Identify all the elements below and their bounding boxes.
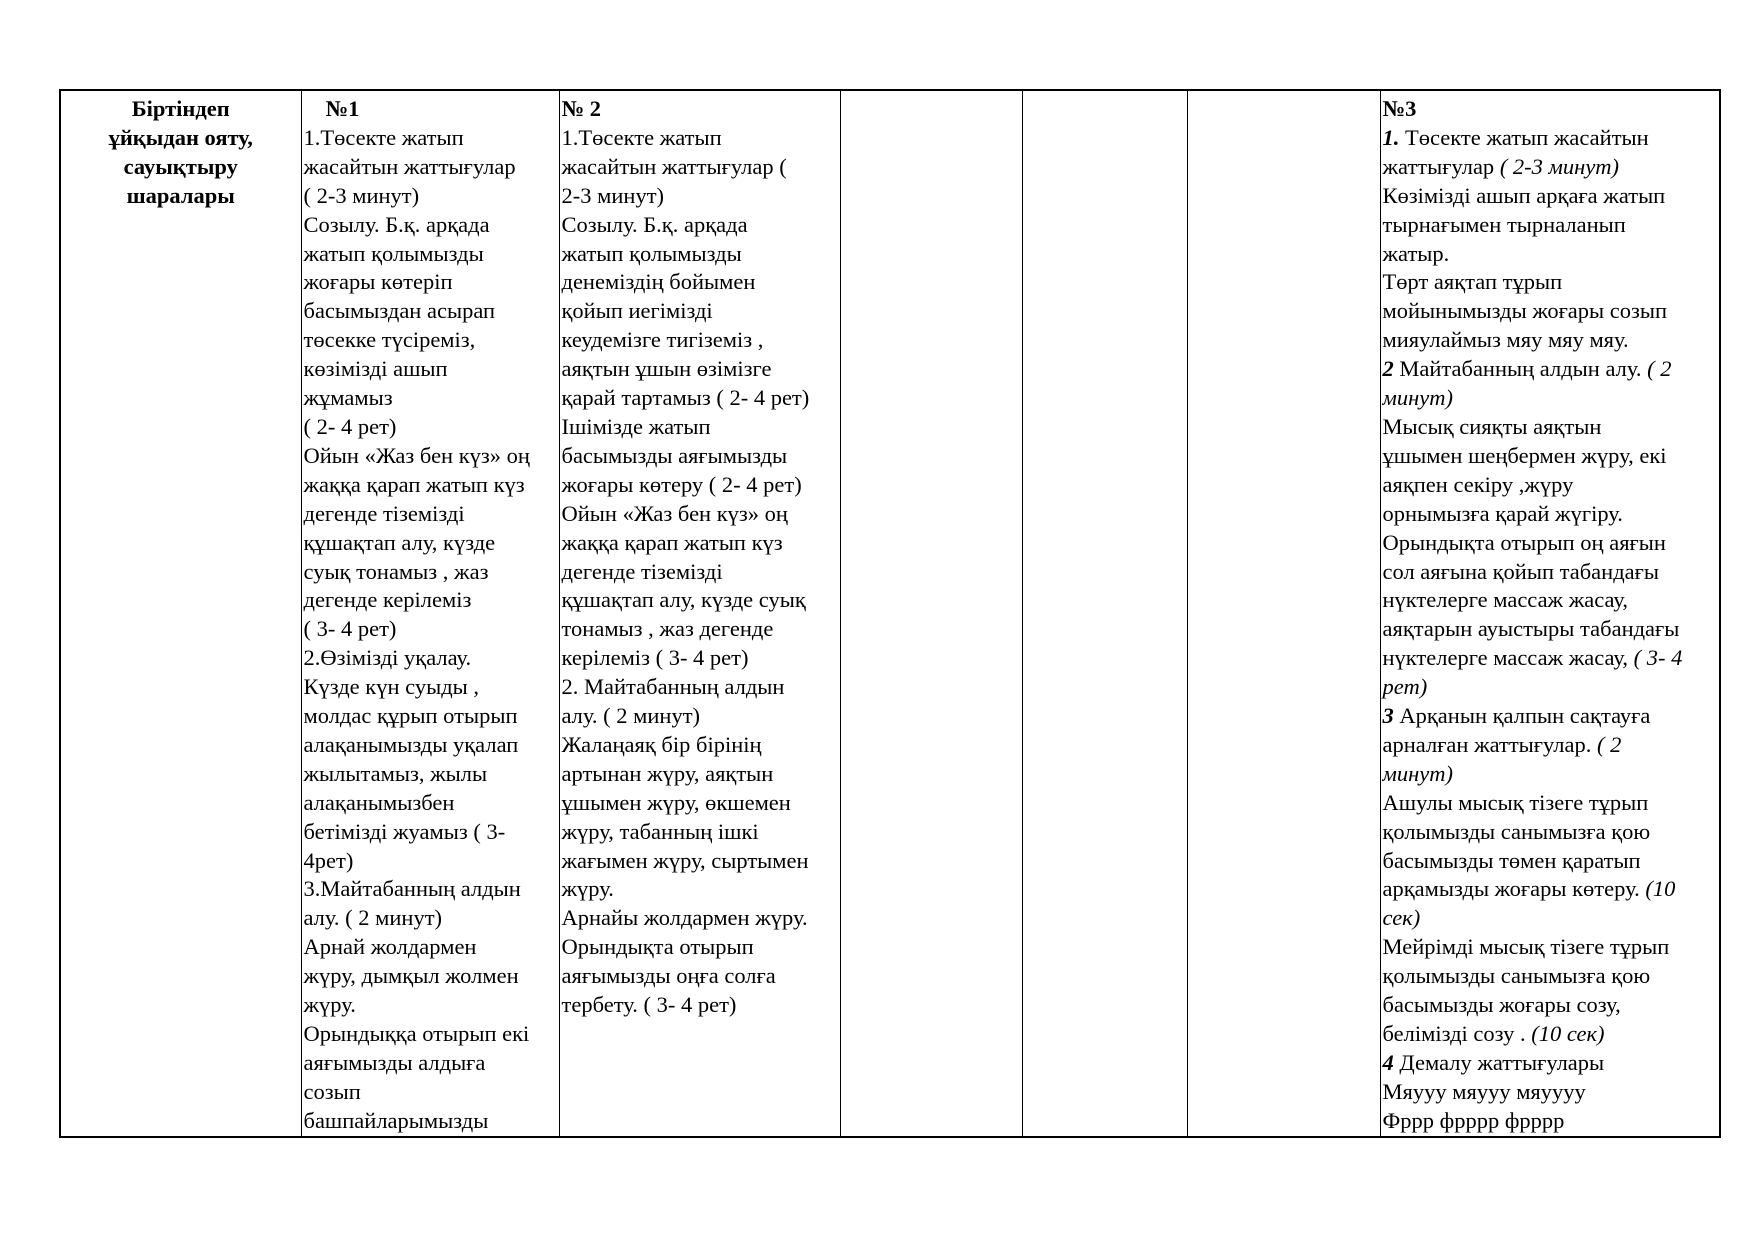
text-line: керілеміз ( 3- 4 рет) — [561, 645, 749, 671]
text-line — [1383, 875, 1718, 904]
text-run: сек) — [1382, 905, 1421, 931]
text-line — [1383, 211, 1718, 240]
text-line: алақанымызбен — [303, 789, 455, 815]
text-line: дегенде тіземізді — [303, 500, 465, 526]
text-line — [1383, 702, 1718, 731]
text-line: ( 2-3 минут) — [303, 182, 420, 208]
day-1-cell — [301, 90, 559, 1137]
text-line — [1383, 326, 1718, 355]
text-line: Жалаңаяқ бір бірінің — [561, 731, 762, 757]
text-run: 4 — [1382, 1049, 1394, 1075]
text-line — [1383, 558, 1718, 587]
text-run: 2 — [1382, 356, 1394, 382]
text-run: тырнағымен тырналанып — [1382, 211, 1626, 237]
text-run: басымызды жоғары созу, — [1382, 992, 1621, 1018]
text-line — [1383, 731, 1718, 760]
text-line: Созылу. Б.қ. арқада — [561, 211, 748, 237]
text-run: Төрт аяқтап тұрып — [1382, 269, 1563, 295]
text-line: молдас құрып отырып — [303, 703, 518, 729]
text-line — [1383, 1078, 1718, 1107]
text-line — [1383, 124, 1718, 153]
text-run: Фррр фрррр фрррр — [1382, 1107, 1565, 1133]
text-line: Орындыққа отырып екі — [303, 1021, 530, 1046]
text-run: Мейрімді мысық тізеге тұрып — [1382, 934, 1670, 960]
text-run: Арқанын қалпын сақтауға — [1393, 703, 1651, 729]
text-line: жатып қолымызды — [561, 240, 742, 266]
text-line: жоғары көтеріп — [303, 269, 453, 295]
day-1-text — [304, 124, 557, 1136]
text-line: 1.Төсекте жатып — [303, 124, 464, 150]
text-run: Орындықта отырып оң аяғын — [1382, 529, 1666, 555]
text-run: ( 2-3 минут) — [1499, 153, 1620, 179]
text-line — [1383, 615, 1718, 644]
text-line — [1383, 182, 1718, 211]
text-line: төсекке түсіреміз, — [303, 327, 476, 353]
text-line: жүру. — [561, 876, 614, 902]
text-run: мияулаймыз мяу мяу мяу. — [1382, 327, 1629, 353]
text-line: бетімізді жуамыз ( 3- — [303, 818, 506, 844]
text-line: денеміздің бойымен — [561, 269, 756, 295]
text-line: жасайтын жаттығулар — [303, 153, 516, 179]
day-2-heading: № 2 — [561, 96, 601, 121]
empty-cell-4 — [1022, 90, 1187, 1137]
text-line: алу. ( 2 минут) — [303, 905, 443, 931]
text-run: рет) — [1382, 674, 1428, 700]
text-run: аяқтарын ауыстыры табандағы — [1382, 616, 1680, 642]
text-line — [1383, 529, 1718, 558]
text-line — [1383, 991, 1718, 1020]
text-line: 1.Төсекте жатып — [561, 124, 722, 150]
text-line: жылытамыз, жылы — [303, 760, 488, 786]
text-line: жасайтын жаттығулар ( — [561, 153, 787, 179]
text-line — [1383, 789, 1718, 818]
text-line: қарай тартамыз ( 2- 4 рет) — [561, 385, 810, 411]
text-line — [1383, 355, 1718, 384]
text-line: жүру, дымқыл жолмен — [303, 963, 519, 989]
text-run: арқамызды жоғары көтеру. — [1382, 876, 1646, 902]
text-line — [1383, 240, 1718, 269]
text-run: басымызды төмен қаратып — [1382, 847, 1641, 873]
text-line — [1383, 384, 1718, 413]
text-line: қойып иегімізді — [561, 298, 713, 324]
text-run: Көзімізді ашып арқаға жатып — [1382, 182, 1666, 208]
text-line: ( 2- 4 рет) — [303, 413, 397, 439]
text-line — [1383, 413, 1718, 442]
text-line — [1383, 297, 1718, 326]
text-run: 3 — [1382, 703, 1394, 729]
text-line — [1383, 268, 1718, 297]
text-line: алу. ( 2 минут) — [561, 703, 701, 729]
text-run: Ашулы мысық тізеге тұрып — [1382, 789, 1649, 815]
row-title-line: шаралары — [126, 182, 235, 208]
text-line: ( 3- 4 рет) — [303, 616, 397, 642]
text-line: Күзде күн суыды , — [303, 674, 480, 700]
text-run: жаттығулар — [1382, 153, 1500, 179]
empty-cell-3 — [840, 90, 1022, 1137]
text-line: басымыздан асырап — [303, 298, 496, 324]
day-3-cell — [1380, 90, 1720, 1137]
text-line: дегенде тіземізді — [561, 558, 723, 584]
text-run: минут) — [1382, 385, 1453, 411]
text-line — [1383, 471, 1718, 500]
day-3-heading: №3 — [1382, 96, 1417, 121]
text-line: башпайларымызды — [303, 1107, 489, 1133]
text-line: жұмамыз — [303, 385, 393, 411]
text-line: аяғымызды оңға солға — [561, 963, 776, 989]
text-line: жаққа қарап жатып күз — [561, 529, 783, 555]
text-line: ұшымен жүру, өкшемен — [561, 789, 791, 815]
text-run: 1. — [1382, 124, 1400, 150]
text-run: ( 2 — [1597, 731, 1622, 757]
row-title-line: Біртіндеп — [131, 96, 230, 121]
text-line: аяғымызды алдыға — [303, 1049, 486, 1075]
text-line — [1383, 500, 1718, 529]
text-line — [1383, 586, 1718, 615]
day-2-text — [562, 124, 838, 1020]
table-row — [60, 90, 1720, 1137]
text-line: тербету. ( 3- 4 рет) — [561, 992, 737, 1018]
text-run: (10 сек) — [1531, 1021, 1605, 1046]
text-run: Мысық сияқты аяқтын — [1382, 413, 1602, 439]
text-line: Ішімізде жатып — [561, 413, 711, 439]
text-line: 3.Майтабанның алдын — [303, 876, 521, 902]
text-line: құшақтап алу, күзде суық — [561, 587, 806, 613]
text-line: тонамыз , жаз дегенде — [561, 616, 774, 642]
text-line: алақанымызды уқалап — [303, 731, 519, 757]
text-line: дегенде керілеміз — [303, 587, 472, 613]
text-run: Төсекте жатып жасайтын — [1399, 124, 1649, 150]
text-run: арналған жаттығулар. — [1382, 731, 1598, 757]
text-run: минут) — [1382, 760, 1453, 786]
text-run: белімізді созу . — [1382, 1021, 1532, 1046]
day-1-heading: №1 — [325, 96, 360, 121]
text-run: (10 — [1645, 876, 1676, 902]
text-run: нүктелерге массаж жасау, — [1382, 645, 1634, 671]
text-line: аяқтын ұшын өзімізге — [561, 356, 772, 382]
text-run: сол аяғына қойып табандағы — [1382, 558, 1659, 584]
row-title-line: сауықтыру — [123, 153, 238, 179]
empty-cell-5 — [1187, 90, 1380, 1137]
text-line: жаққа қарап жатып күз — [303, 471, 525, 497]
text-run: аяқпен секіру ,жүру — [1382, 471, 1574, 497]
text-run: ( 2 — [1647, 356, 1672, 382]
text-line: Орындықта отырып — [561, 934, 754, 960]
text-line: басымызды аяғымызды — [561, 442, 788, 468]
text-line: 2. Майтабанның алдын — [561, 674, 785, 700]
text-run: жатыр. — [1382, 240, 1450, 266]
text-line: созып — [303, 1078, 361, 1104]
text-line: 2-3 минут) — [561, 182, 665, 208]
text-line: жоғары көтеру ( 2- 4 рет) — [561, 471, 802, 497]
text-line: кеудемізге тигіземіз , — [561, 327, 764, 353]
schedule-table — [59, 89, 1721, 1138]
text-run: қолымызды санымызға қою — [1382, 963, 1651, 989]
text-run: мойынымызды жоғары созып — [1382, 298, 1668, 324]
text-line: Ойын «Жаз бен күз» оң — [561, 500, 788, 526]
text-line — [1383, 847, 1718, 876]
text-line: құшақтап алу, күзде — [303, 529, 496, 555]
text-line — [1383, 1020, 1718, 1049]
text-run: ұшымен шеңбермен жүру, екі — [1382, 442, 1667, 468]
text-line — [1383, 153, 1718, 182]
text-line — [1383, 962, 1718, 991]
text-line — [1383, 818, 1718, 847]
row-title-line: ұйқыдан ояту, — [108, 124, 253, 150]
text-line: жатып қолымызды — [303, 240, 484, 266]
text-line: көзімізді ашып — [303, 356, 448, 382]
text-run: қолымызды санымызға қою — [1382, 818, 1651, 844]
text-run: орнымызға қарай жүгіру. — [1382, 500, 1623, 526]
text-run: Демалу жаттығулары — [1393, 1049, 1605, 1075]
day-3-text — [1383, 124, 1718, 1136]
text-line — [1383, 673, 1718, 702]
text-run: Майтабанның алдын алу. — [1393, 356, 1648, 382]
text-line — [1383, 1107, 1718, 1136]
text-line: Арнайы жолдармен жүру. — [561, 905, 808, 931]
text-line — [1383, 1049, 1718, 1078]
text-line: Созылу. Б.қ. арқада — [303, 211, 490, 237]
text-line: Ойын «Жаз бен күз» оң — [303, 442, 530, 468]
text-line: жүру. — [303, 992, 356, 1018]
text-line — [1383, 933, 1718, 962]
text-line: 2.Өзімізді уқалау. — [303, 645, 472, 671]
text-line: артынан жүру, аяқтын — [561, 760, 774, 786]
row-title-cell — [60, 90, 301, 1137]
text-run: ( 3- 4 — [1633, 645, 1683, 671]
text-line — [1383, 904, 1718, 933]
text-line: жүру, табанның ішкі — [561, 818, 759, 844]
text-run: нүктелерге массаж жасау, — [1382, 587, 1628, 613]
text-run: Мяууу мяууу мяуууу — [1382, 1078, 1586, 1104]
text-line: Арнай жолдармен — [303, 934, 477, 960]
text-line — [1383, 442, 1718, 471]
text-line: суық тонамыз , жаз — [303, 558, 489, 584]
text-line — [1383, 644, 1718, 673]
day-2-cell — [559, 90, 840, 1137]
text-line: жағымен жүру, сыртымен — [561, 847, 809, 873]
text-line: 4рет) — [303, 847, 354, 873]
text-line — [1383, 760, 1718, 789]
